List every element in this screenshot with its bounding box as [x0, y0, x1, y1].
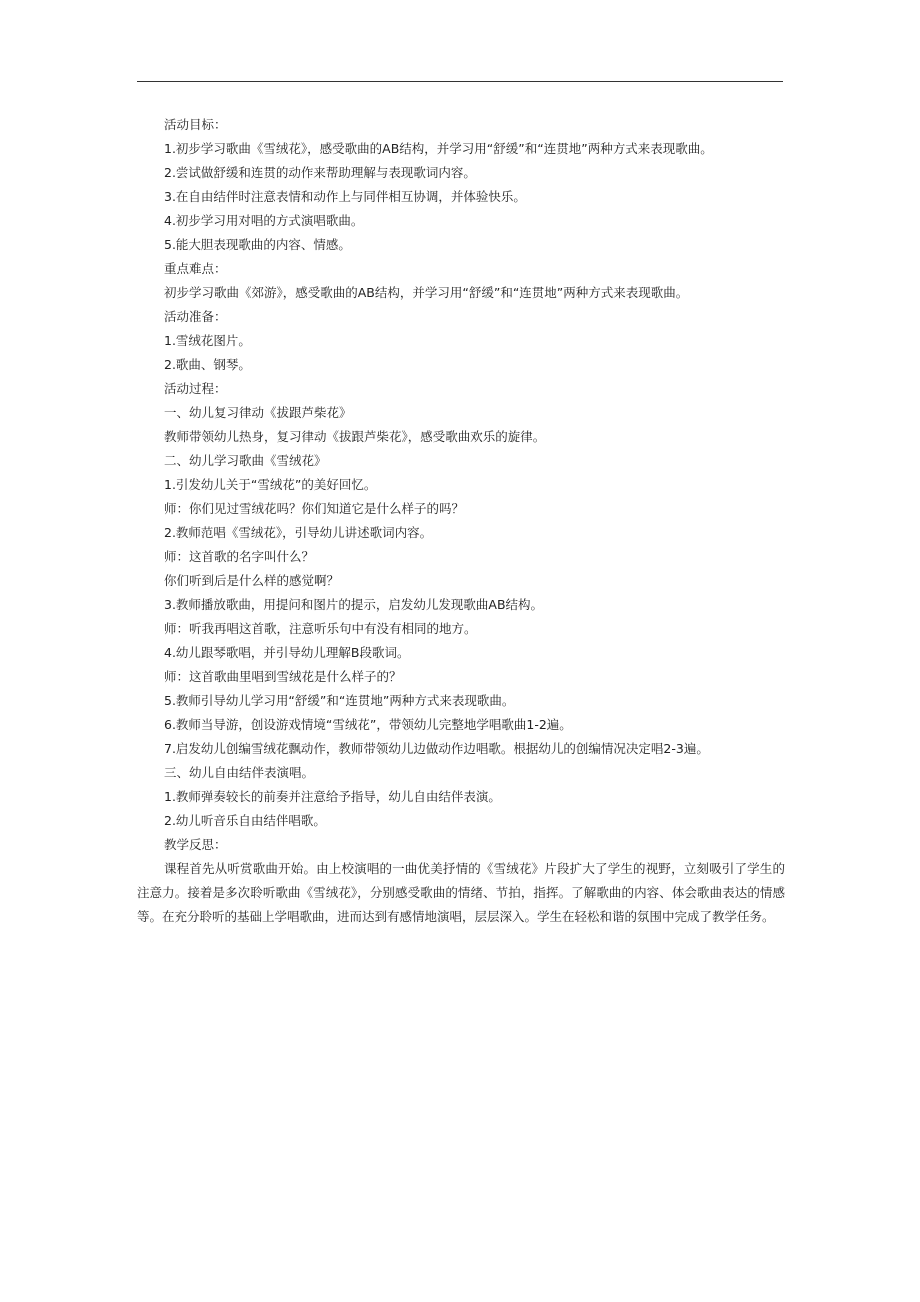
process-step: 2.幼儿听音乐自由结伴唱歌。	[164, 813, 326, 828]
preparation-item-1: 1.雪绒花图片。	[164, 333, 251, 348]
preparation-item-2: 2.歌曲、钢琴。	[164, 357, 251, 372]
process-step: 1.引发幼儿关于“雪绒花”的美好回忆。	[164, 477, 377, 492]
process-step: 3.教师播放歌曲，用提问和图片的提示，启发幼儿发现歌曲AB结构。	[164, 597, 544, 612]
teacher-line: 你们听到后是什么样的感觉啊？	[164, 573, 340, 588]
process-step: 5.教师引导幼儿学习用“舒缓”和“连贯地”两种方式来表现歌曲。	[164, 693, 515, 708]
goal-item-3: 3.在自由结伴时注意表情和动作上与同伴相互协调，并体验快乐。	[164, 189, 526, 204]
heading-reflection: 教学反思：	[164, 837, 227, 852]
process-section-3: 三、幼儿自由结伴表演唱。	[164, 765, 315, 780]
heading-activity-goals: 活动目标：	[164, 117, 227, 132]
process-step: 1.教师弹奏较长的前奏并注意给予指导，幼儿自由结伴表演。	[164, 789, 501, 804]
heading-process: 活动过程：	[164, 381, 227, 396]
process-section-1: 一、幼儿复习律动《拔跟芦柴花》	[164, 405, 352, 420]
reflection-paragraph: 课程首先从听赏歌曲开始。由上校演唱的一曲优美抒情的《雪绒花》片段扩大了学生的视野，立刻吸引了学生的注意力。接着是多次聆听歌曲《雪绒花》，分别感受歌曲的情绪、节拍，指挥。了解歌曲的内容、体会歌曲表达的情感等。在充分聆听的基础上学唱歌曲，进而达到有感情地演唱，层层深入。学生在轻松和谐的氛围中完成了教学任务。	[137, 861, 785, 924]
process-step: 2.教师范唱《雪绒花》，引导幼儿讲述歌词内容。	[164, 525, 433, 540]
process-step: 7.启发幼儿创编雪绒花飘动作，教师带领幼儿边做动作边唱歌。根据幼儿的创编情况决定唱2-3遍。	[164, 741, 709, 756]
header-rule	[137, 81, 783, 82]
teacher-line: 师：这首歌的名字叫什么？	[164, 549, 315, 564]
heading-key-points: 重点难点：	[164, 261, 227, 276]
teacher-line: 师：这首歌曲里唱到雪绒花是什么样子的？	[164, 669, 402, 684]
process-section-2: 二、幼儿学习歌曲《雪绒花》	[164, 453, 327, 468]
teacher-line: 师：听我再唱这首歌，注意听乐句中有没有相同的地方。	[164, 621, 477, 636]
document-body	[137, 113, 785, 929]
teacher-line: 师：你们见过雪绒花吗？你们知道它是什么样子的吗？	[164, 501, 465, 516]
heading-preparation: 活动准备：	[164, 309, 227, 324]
goal-item-4: 4.初步学习用对唱的方式演唱歌曲。	[164, 213, 364, 228]
process-step: 4.幼儿跟琴歌唱，并引导幼儿理解B段歌词。	[164, 645, 410, 660]
process-step: 6.教师当导游，创设游戏情境“雪绒花”，带领幼儿完整地学唱歌曲1-2遍。	[164, 717, 572, 732]
process-text: 教师带领幼儿热身，复习律动《拔跟芦柴花》，感受歌曲欢乐的旋律。	[164, 429, 546, 444]
goal-item-2: 2.尝试做舒缓和连贯的动作来帮助理解与表现歌词内容。	[164, 165, 476, 180]
goal-item-1: 1.初步学习歌曲《雪绒花》，感受歌曲的AB结构，并学习用“舒缓”和“连贯地”两种方式来表现歌曲。	[164, 141, 713, 156]
goal-item-5: 5.能大胆表现歌曲的内容、情感。	[164, 237, 351, 252]
key-points-text: 初步学习歌曲《郊游》，感受歌曲的AB结构，并学习用“舒缓”和“连贯地”两种方式来表现歌曲。	[164, 285, 689, 300]
